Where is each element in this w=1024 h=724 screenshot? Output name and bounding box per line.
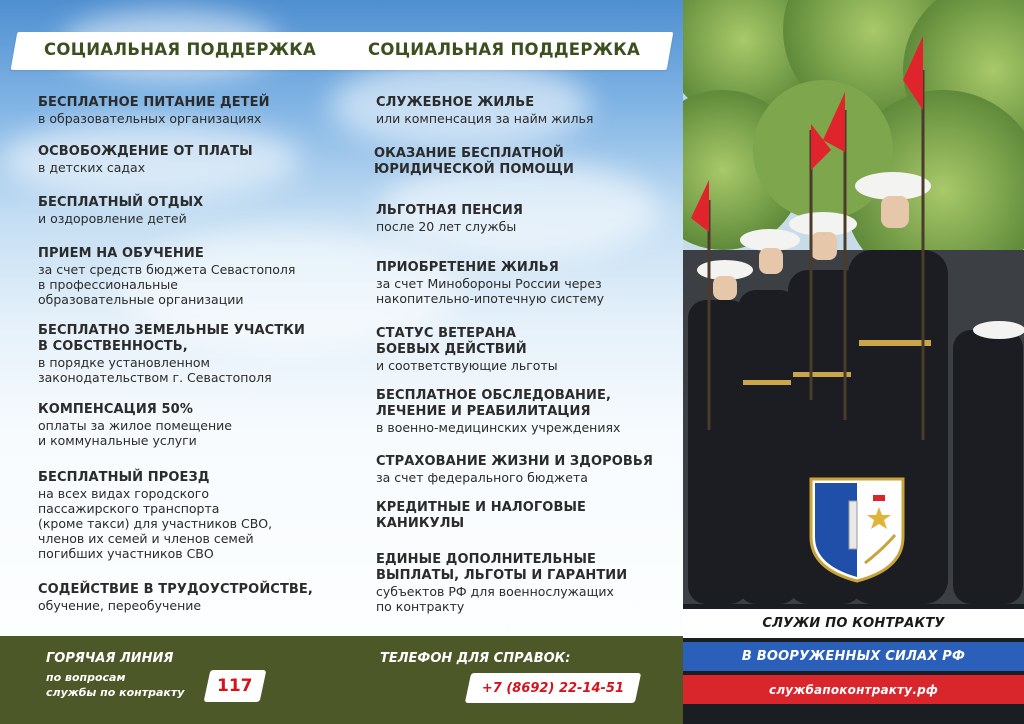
benefit-desc: в образовательных организациях [38,111,262,126]
recruitment-panel [683,0,1024,724]
benefit-item [376,326,558,373]
hotline-title: ГОРЯЧАЯ ЛИНИЯ [46,651,174,666]
sevastopol-coat-of-arms [809,477,905,583]
hotline-subtitle: по вопросам службы по контракту [46,671,185,699]
benefit-desc: в детских садах [38,160,146,175]
benefit-heading: СТАТУС ВЕТЕРАНА БОЕВЫХ ДЕЙСТВИЙ [376,326,527,357]
slogan-white: СЛУЖИ ПО КОНТРАКТУ [683,609,1024,638]
benefit-heading: ЛЬГОТНАЯ ПЕНСИЯ [376,203,523,218]
benefit-item [38,402,232,448]
benefit-item [38,246,295,307]
benefit-item [38,323,305,385]
benefit-item [374,146,574,178]
benefit-item [38,95,270,126]
benefit-item [38,195,203,226]
benefit-desc: и соответствующие льготы [376,358,558,373]
benefit-heading: КОМПЕНСАЦИЯ 50% [38,402,193,417]
benefit-item [376,260,604,306]
benefit-heading: КРЕДИТНЫЕ И НАЛОГОВЫЕ КАНИКУЛЫ [376,500,587,531]
benefit-desc: в порядке установленном законодательством г. Севастополя [38,355,272,385]
benefit-desc: субъектов РФ для военнослужащих по контракту [376,584,614,614]
benefit-item [376,454,653,485]
benefit-heading: ПРИЕМ НА ОБУЧЕНИЕ [38,246,204,261]
benefit-desc: за счет средств бюджета Севастополя в профессиональные образовательные организации [38,262,296,307]
benefit-heading: ОКАЗАНИЕ БЕСПЛАТНОЙ ЮРИДИЧЕСКОЙ ПОМОЩИ [374,146,574,177]
benefit-heading: ЕДИНЫЕ ДОПОЛНИТЕЛЬНЫЕ ВЫПЛАТЫ, ЛЬГОТЫ И ГАРАНТИИ [376,552,628,583]
benefit-item [376,552,627,614]
phone-title: ТЕЛЕФОН ДЛЯ СПРАВОК: [380,651,571,666]
left-section-title: СОЦИАЛЬНАЯ ПОДДЕРЖКА [44,40,317,60]
benefit-desc: и оздоровление детей [38,211,187,226]
benefit-desc: после 20 лет службы [376,219,517,234]
benefit-desc: оплаты за жилое помещение и коммунальные услуги [38,418,232,448]
hotline-number-badge[interactable] [204,670,267,702]
benefit-desc: в военно-медицинских учреждениях [376,420,621,435]
phone-number-badge[interactable] [465,673,641,703]
benefit-item [376,500,586,532]
benefit-item [376,203,523,234]
benefit-desc: за счет Минобороны России через накопительно-ипотечную систему [376,276,605,306]
benefit-heading: БЕСПЛАТНО ЗЕМЕЛЬНЫЕ УЧАСТКИ В СОБСТВЕННОСТЬ, [38,323,305,354]
phone-number: +7 (8692) 22-14-51 [481,680,625,696]
benefit-item [376,388,620,435]
benefit-heading: БЕСПЛАТНОЕ ПИТАНИЕ ДЕТЕЙ [38,95,270,110]
benefit-heading: БЕСПЛАТНЫЙ ПРОЕЗД [38,470,210,485]
benefit-heading: СОДЕЙСТВИЕ В ТРУДОУСТРОЙСТВЕ, [38,582,313,597]
benefit-heading: ОСВОБОЖДЕНИЕ ОТ ПЛАТЫ [38,144,253,159]
benefit-heading: БЕСПЛАТНОЕ ОБСЛЕДОВАНИЕ, ЛЕЧЕНИЕ И РЕАБИЛИТАЦИЯ [376,388,612,419]
benefit-heading: БЕСПЛАТНЫЙ ОТДЫХ [38,195,204,210]
website-link[interactable]: службапоконтракту.рф [683,675,1024,704]
benefit-heading: СЛУЖЕБНОЕ ЖИЛЬЕ [376,95,535,110]
benefit-item [38,582,313,613]
benefit-desc: обучение, переобучение [38,598,202,613]
benefit-heading: ПРИОБРЕТЕНИЕ ЖИЛЬЯ [376,260,559,275]
right-section-title: СОЦИАЛЬНАЯ ПОДДЕРЖКА [368,40,641,60]
slogan-blue: В ВООРУЖЕННЫХ СИЛАХ РФ [683,642,1024,671]
benefit-item [376,95,593,126]
benefit-desc: на всех видах городского пассажирского транспорта (кроме такси) для участников СВО, членов их семей и членов семей погибших участников СВО [38,486,273,561]
hotline-number: 117 [217,676,253,696]
benefit-heading: СТРАХОВАНИЕ ЖИЗНИ И ЗДОРОВЬЯ [376,454,653,469]
benefit-desc: или компенсация за найм жилья [376,111,594,126]
benefit-desc: за счет федерального бюджета [376,470,588,485]
benefit-item [38,144,253,175]
benefit-item [38,470,272,561]
